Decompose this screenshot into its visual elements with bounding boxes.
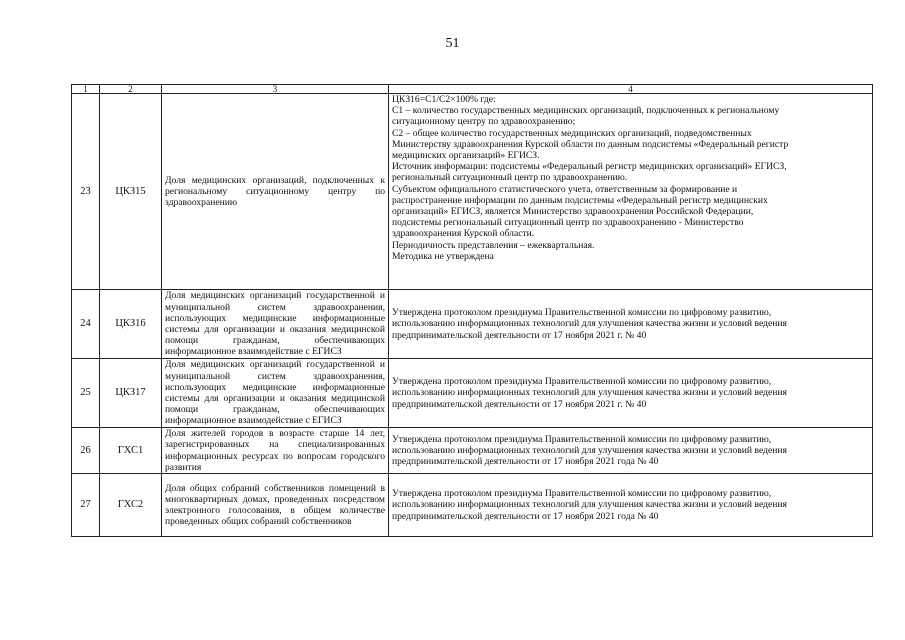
- row-number: 24: [72, 290, 100, 359]
- table-row: [72, 474, 873, 537]
- methodology-line: ЦКЗ16=С1/С2×100% где:: [392, 94, 496, 105]
- methodology-line: подсистемы региональный ситуационный центр по здравоохранению - Министерство: [392, 217, 744, 229]
- methodology-line: медицинских организаций» ЕГИСЗ.: [392, 150, 540, 162]
- indicator-name: Доля жителей городов в возрасте старше 14 лет, зарегистрированных на специализированных информационных ресурсах по вопросам городского развития: [162, 428, 389, 474]
- methodology-line: С1 – количество государственных медицинских организаций, подключенных к региональному: [392, 105, 780, 117]
- indicator-code: ЦКЗ15: [100, 94, 162, 290]
- table-row: [72, 428, 873, 474]
- methodology-line: предпринимательской деятельности от 17 ноября 2021 г. № 40: [392, 329, 647, 341]
- header-cell-2: 2: [100, 85, 162, 94]
- header-cell-1: 1: [72, 85, 100, 94]
- methodology-line: Периодичность представления – ежеквартальная.: [392, 239, 595, 251]
- methodology-line: региональный ситуационный центр по здравоохранению.: [392, 172, 628, 184]
- methodology-line: использованию информационных технологий для улучшения качества жизни и условий ведения: [392, 387, 787, 399]
- methodology-line: предпринимательской деятельности от 17 ноября 2021 г. № 40: [392, 398, 647, 410]
- indicator-name: Доля медицинских организаций, подключенных к региональному ситуационному центру по здравоохранению: [162, 94, 389, 290]
- header-cell-4: 4: [389, 85, 873, 94]
- methodology-line: С2 – общее количество государственных медицинских организаций, подведомственных: [392, 127, 752, 139]
- methodology-line: использованию информационных технологий для улучшения качества жизни и условий ведения: [392, 499, 787, 511]
- methodology-line: распространение информации по данным подсистемы «Федеральный регистр медицинских: [392, 194, 768, 206]
- methodology-line: Министерству здравоохранения Курской области по данным подсистемы «Федеральный регистр: [392, 138, 789, 150]
- methodology-line: Утверждена протоколом президиума Правительственной комиссии по цифровому развитию,: [392, 376, 772, 388]
- header-cell-3: 3: [162, 85, 389, 94]
- row-number: 26: [72, 428, 100, 474]
- indicator-code: ЦКЗ16: [100, 290, 162, 359]
- indicator-methodology: [389, 94, 873, 290]
- row-number: 25: [72, 359, 100, 428]
- indicator-methodology: [389, 474, 873, 537]
- methodology-line: Источник информации: подсистемы «Федеральный регистр медицинских организаций» ЕГИСЗ,: [392, 161, 787, 173]
- indicators-table: [71, 84, 873, 537]
- methodology-line: здравоохранения Курской области.: [392, 228, 535, 240]
- indicator-name: Доля общих собраний собственников помещений в многоквартирных домах, проведенных посредством электронного голосования, в общем количестве проведенных общих собраний собственников: [162, 474, 389, 537]
- methodology-line: Утверждена протоколом президиума Правительственной комиссии по цифровому развитию,: [392, 433, 772, 445]
- methodology-line: предпринимательской деятельности от 17 ноября 2021 года № 40: [392, 456, 659, 468]
- indicator-code: ГХС1: [100, 428, 162, 474]
- methodology-line: Утверждена протоколом президиума Правительственной комиссии по цифровому развитию,: [392, 488, 772, 500]
- indicator-name: Доля медицинских организаций государственной и муниципальной систем здравоохранения, использующих медицинские информационные системы для организации и оказания медицинской помощи гражданам, обеспечивающих информационное взаимодействие с ЕГИСЗ: [162, 290, 389, 359]
- table-row: [72, 94, 873, 290]
- indicator-methodology: [389, 428, 873, 474]
- methodology-line: использованию информационных технологий для улучшения качества жизни и условий ведения: [392, 318, 787, 330]
- table-header-row: [72, 85, 873, 94]
- table-row: [72, 359, 873, 428]
- indicator-code: ЦКЗ17: [100, 359, 162, 428]
- methodology-line: организаций» ЕГИСЗ, является Министерство здравоохранения Российской Федерации,: [392, 206, 754, 218]
- indicator-methodology: [389, 359, 873, 428]
- indicator-methodology: [389, 290, 873, 359]
- page-number: 51: [445, 36, 460, 51]
- row-number: 23: [72, 94, 100, 290]
- methodology-line: использованию информационных технологий для улучшения качества жизни и условий ведения: [392, 444, 787, 456]
- methodology-line: Методика не утверждена: [392, 250, 494, 262]
- methodology-line: Утверждена протоколом президиума Правительственной комиссии по цифровому развитию,: [392, 307, 772, 319]
- table-row: [72, 290, 873, 359]
- methodology-line: Субъектом официального статистического учета, ответственным за формирование и: [392, 183, 738, 195]
- row-number: 27: [72, 474, 100, 537]
- methodology-line: ситуационному центру по здравоохранению;: [392, 116, 576, 128]
- methodology-line: предпринимательской деятельности от 17 ноября 2021 года № 40: [392, 510, 659, 522]
- indicator-code: ГХС2: [100, 474, 162, 537]
- indicator-name: Доля медицинских организаций государственной и муниципальной систем здравоохранения, использующих медицинские информационные системы для организации и оказания медицинской помощи гражданам, обеспечивающих информационное взаимодействие с ЕГИСЗ: [162, 359, 389, 428]
